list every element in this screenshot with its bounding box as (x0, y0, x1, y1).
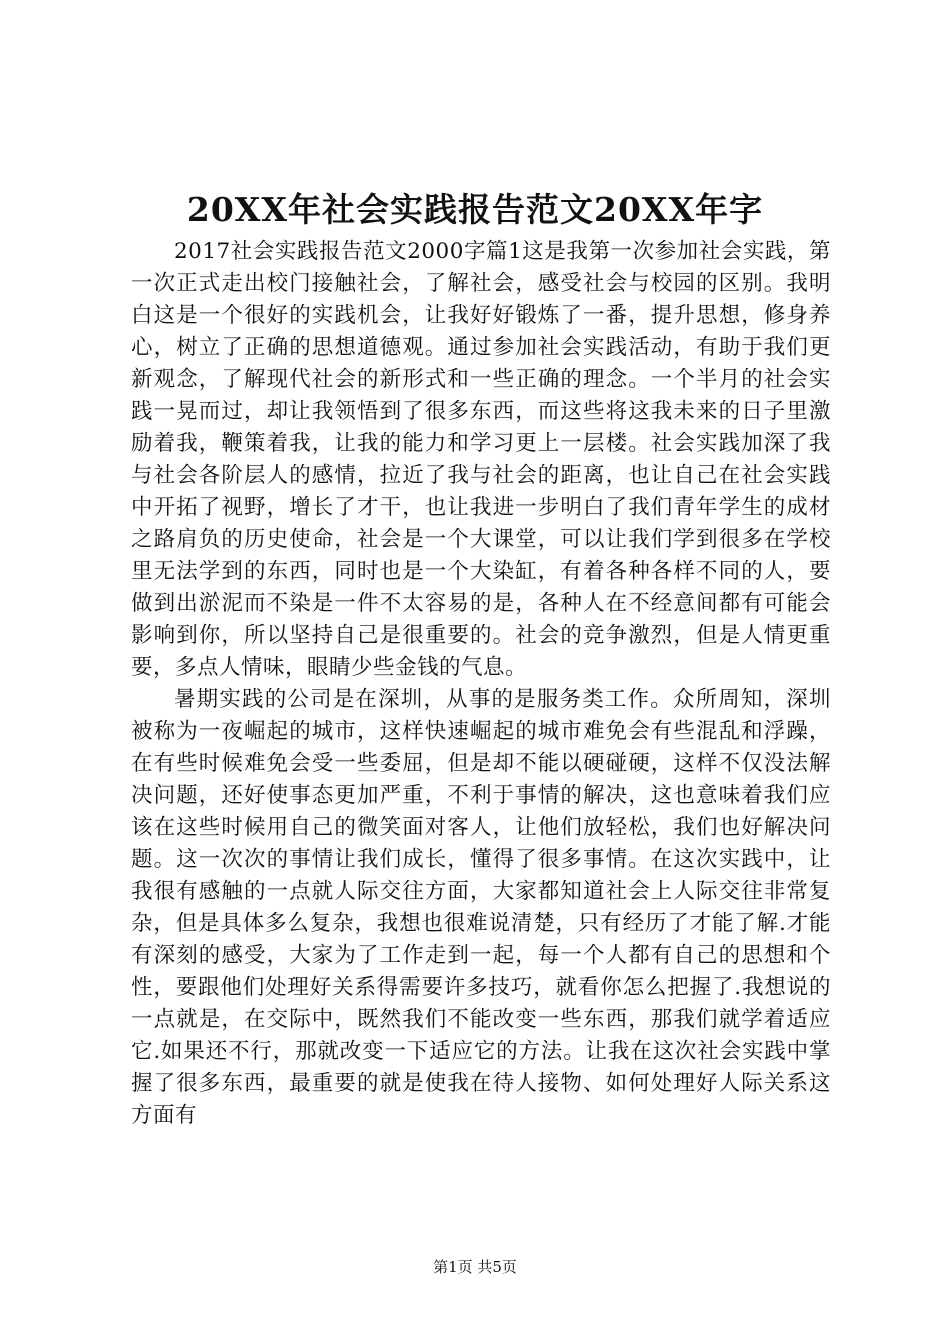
paragraph-1: 2017社会实践报告范文2000字篇1这是我第一次参加社会实践，第一次正式走出校门接触社会，了解社会，感受社会与校园的区别。我明白这是一个很好的实践机会，让我好好锻炼了一番，提升思想，修身养心，树立了正确的思想道德观。通过参加社会实践活动，有助于我们更新观念，了解现代社会的新形式和一些正确的理念。一个半月的社会实践一晃而过，却让我领悟到了很多东西，而这些将这我未来的日子里激励着我，鞭策着我，让我的能力和学习更上一层楼。社会实践加深了我与社会各阶层人的感情，拉近了我与社会的距离，也让自己在社会实践中开拓了视野，增长了才干，也让我进一步明白了我们青年学生的成材之路肩负的历史使命，社会是一个大课堂，可以让我们学到很多在学校里无法学到的东西，同时也是一个大染缸，有着各种各样不同的人，要做到出淤泥而不染是一件不太容易的是，各种人在不经意间都有可能会影响到你，所以坚持自己是很重要的。社会的竞争激烈，但是人情更重要，多点人情味，眼睛少些金钱的气息。 (131, 239, 831, 680)
paragraph-2: 暑期实践的公司是在深圳，从事的是服务类工作。众所周知，深圳被称为一夜崛起的城市，这样快速崛起的城市难免会有些混乱和浮躁，在有些时候难免会受一些委屈，但是却不能以硬碰硬，这样不仅没法解决问题，还好使事态更加严重，不利于事情的解决，这也意味着我们应该在这些时候用自己的微笑面对客人，让他们放轻松，我们也好解决问题。这一次次的事情让我们成长，懂得了很多事情。在这次实践中，让我很有感触的一点就人际交往方面，大家都知道社会上人际交往非常复杂，但是具体多么复杂，我想也很难说清楚，只有经历了才能了解.才能有深刻的感受，大家为了工作走到一起，每一个人都有自己的思想和个性，要跟他们处理好关系得需要许多技巧，就看你怎么把握了.我想说的一点就是，在交际中，既然我们不能改变一些东西，那我们就学着适应它.如果还不行，那就改变一下适应它的方法。让我在这次社会实践中掌握了很多东西，最重要的就是使我在待人接物、如何处理好人际关系这方面有 (131, 687, 831, 1128)
page-indicator: 第1页 共5页 (433, 1258, 517, 1276)
document-title: 20XX年社会实践报告范文20XX年字 (186, 190, 764, 229)
document-body (131, 236, 831, 1132)
